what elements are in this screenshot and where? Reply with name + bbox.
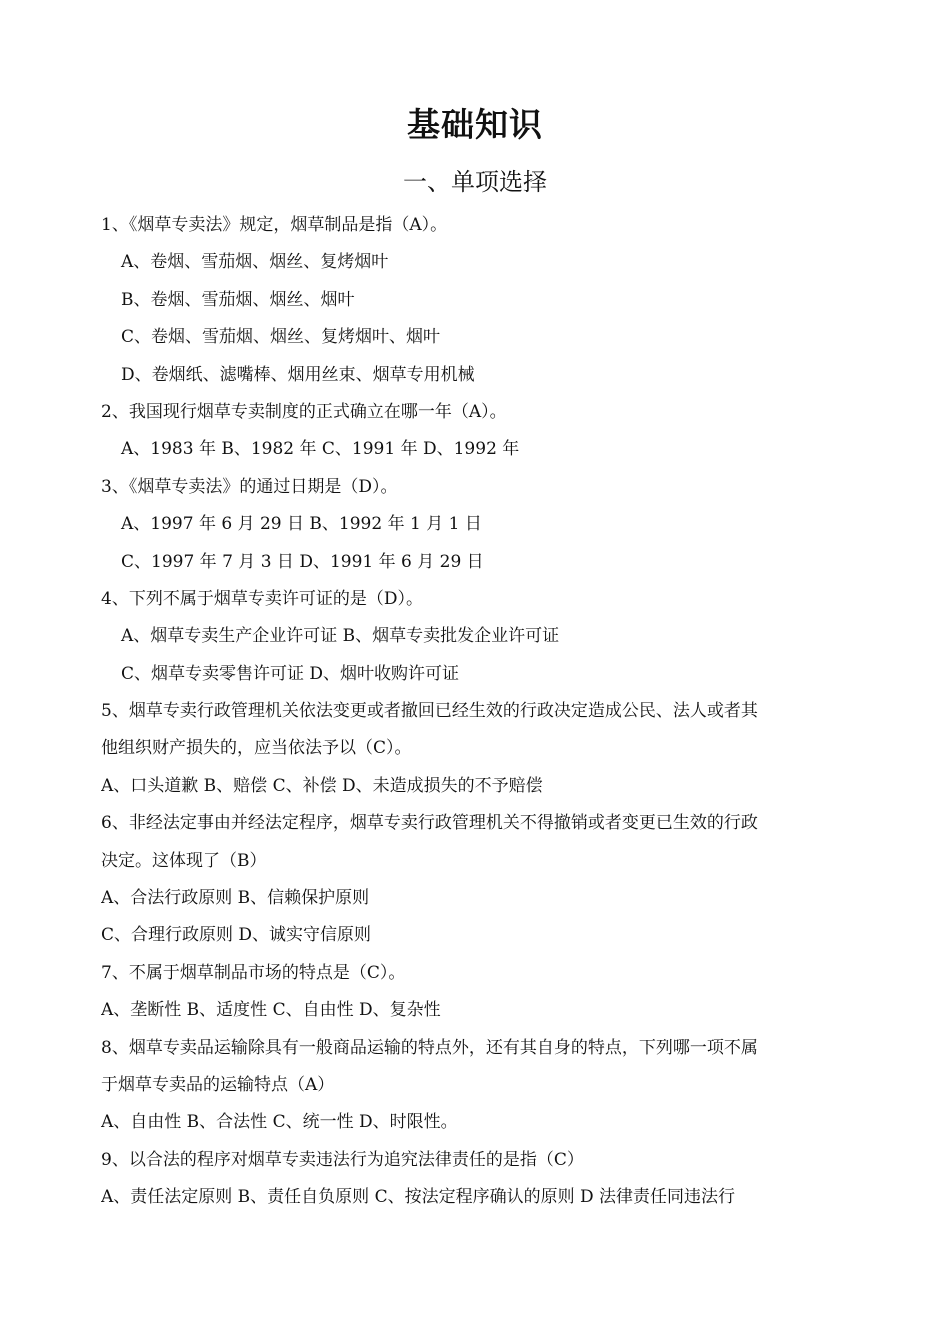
text-line: A、合法行政原则 B、信赖保护原则 <box>101 888 370 909</box>
text-line: 2、我国现行烟草专卖制度的正式确立在哪一年（A）。 <box>101 401 507 422</box>
text-line: 7、不属于烟草制品市场的特点是（C）。 <box>101 962 406 983</box>
text-line: 于烟草专卖品的运输特点（A） <box>101 1074 335 1095</box>
text-line: C、1997 年 7 月 3 日 D、1991 年 6 月 29 日 <box>121 551 484 572</box>
text-line: 5、烟草专卖行政管理机关依法变更或者撤回已经生效的行政决定造成公民、法人或者其 <box>101 701 758 722</box>
text-line: A、自由性 B、合法性 C、统一性 D、时限性。 <box>101 1112 458 1133</box>
text-line: 4、下列不属于烟草专卖许可证的是（D）。 <box>101 588 423 609</box>
text-line: A、卷烟、雪茄烟、烟丝、复烤烟叶 <box>121 252 389 273</box>
text-line: A、烟草专卖生产企业许可证 B、烟草专卖批发企业许可证 <box>121 626 560 647</box>
text-line: A、口头道歉 B、赔偿 C、补偿 D、未造成损失的不予赔偿 <box>101 775 543 796</box>
text-line: C、卷烟、雪茄烟、烟丝、复烤烟叶、烟叶 <box>121 327 441 348</box>
text-line: 9、以合法的程序对烟草专卖违法行为追究法律责任的是指（C） <box>101 1149 584 1170</box>
text-line: C、合理行政原则 D、诚实守信原则 <box>101 925 372 946</box>
text-line: C、烟草专卖零售许可证 D、烟叶收购许可证 <box>121 663 460 684</box>
text-line: 8、烟草专卖品运输除具有一般商品运输的特点外，还有其自身的特点，下列哪一项不属 <box>101 1037 758 1058</box>
text-line: A、1997 年 6 月 29 日 B、1992 年 1 月 1 日 <box>121 514 482 535</box>
text-line: 6、非经法定事由并经法定程序，烟草专卖行政管理机关不得撤销或者变更已生效的行政 <box>101 813 758 834</box>
text-line: 决定。这体现了（B） <box>101 850 267 871</box>
document-title: 基础知识 <box>407 105 543 144</box>
text-line: 他组织财产损失的，应当依法予以（C）。 <box>101 738 412 759</box>
text-line: A、垄断性 B、适度性 C、自由性 D、复杂性 <box>101 1000 441 1021</box>
text-line: 3、《烟草专卖法》的通过日期是（D）。 <box>101 476 398 497</box>
text-line: D、卷烟纸、滤嘴棒、烟用丝束、烟草专用机械 <box>121 364 475 385</box>
section-heading: 一、单项选择 <box>403 168 547 196</box>
text-line: A、责任法定原则 B、责任自负原则 C、按法定程序确认的原则 D 法律责任同违法行 <box>101 1187 736 1208</box>
text-line: B、卷烟、雪茄烟、烟丝、烟叶 <box>121 289 355 310</box>
text-line: 1、《烟草专卖法》规定，烟草制品是指（A）。 <box>101 215 448 235</box>
text-line: A、1983 年 B、1982 年 C、1991 年 D、1992 年 <box>121 439 520 460</box>
question-list <box>101 207 846 1217</box>
